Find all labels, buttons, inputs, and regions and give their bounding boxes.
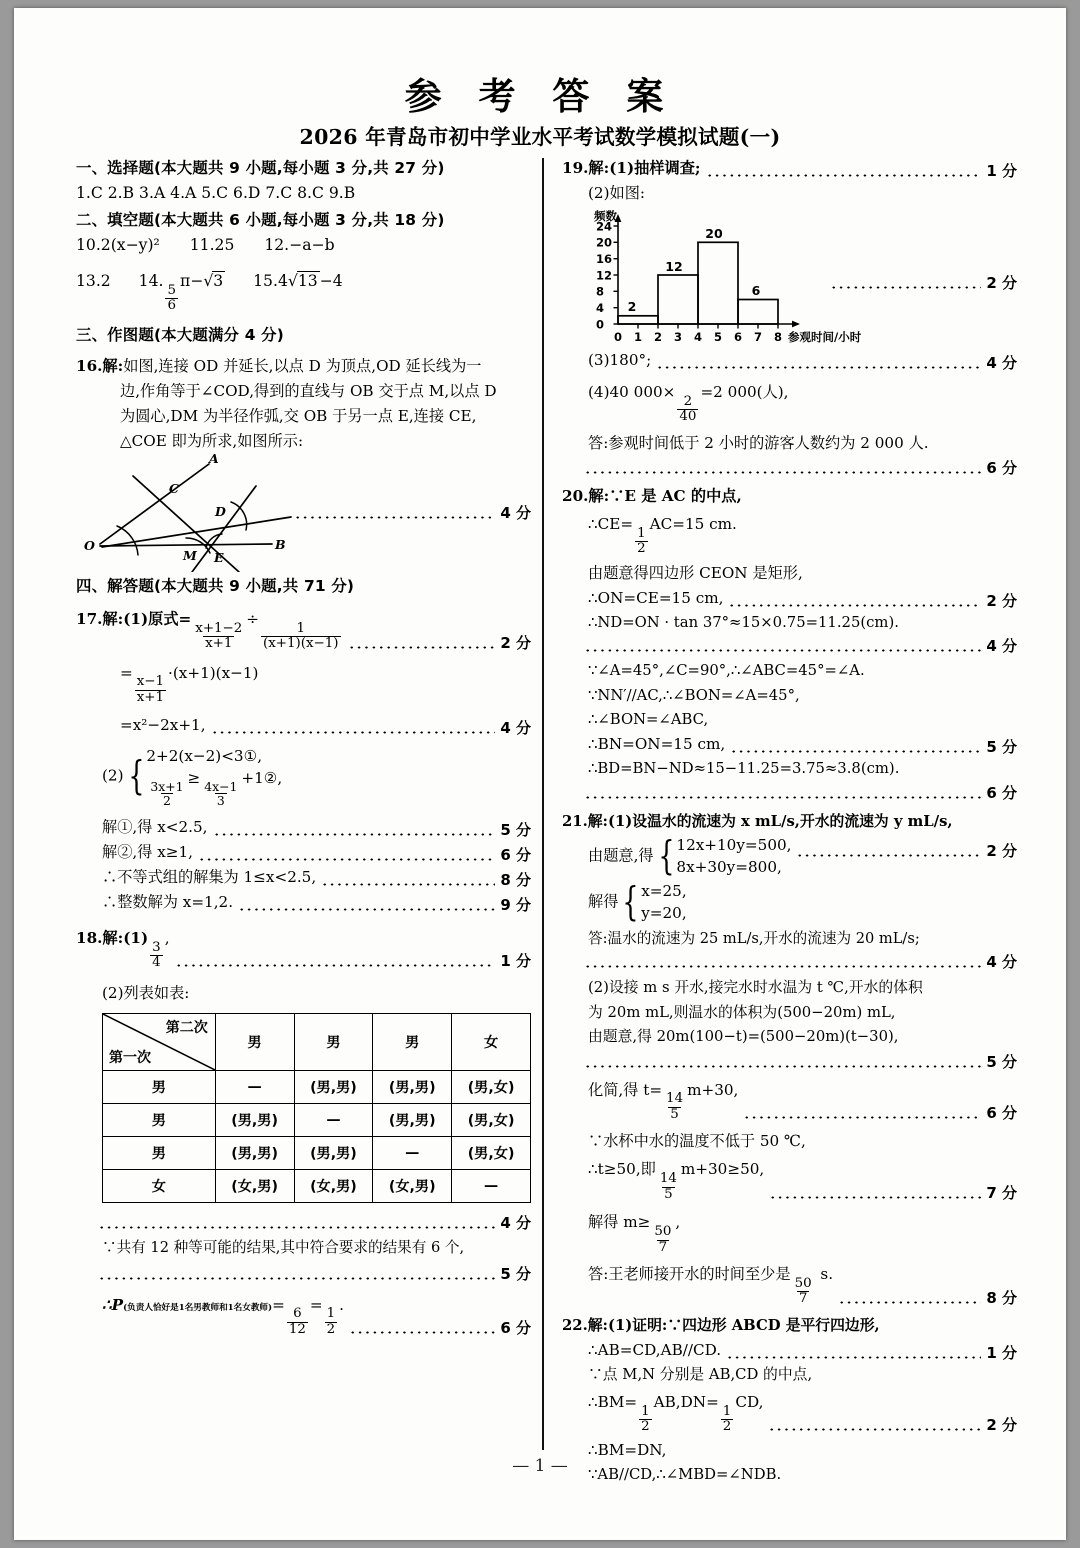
q17-step3: =x²−2x+1,: [120, 716, 206, 735]
fraction-14-5: $\frac{14}{5}$: [666, 1091, 684, 1122]
q21-line5: (2)设接 m s 开水,接完水时水温为 t ℃,开水的体积: [588, 979, 923, 997]
q22-score-2: 2 分: [986, 1416, 1017, 1435]
answer-14-prefix: 14.: [138, 271, 164, 290]
q19-score-2: 2 分: [986, 274, 1017, 293]
cell: —: [294, 1103, 373, 1136]
q19-part3: (3)180°;: [588, 351, 652, 370]
outcome-table: [102, 1013, 531, 1203]
xtick-4: 4: [693, 330, 703, 345]
cell: (女,男): [294, 1169, 373, 1202]
bar-label-12: 12: [665, 259, 683, 275]
q20-score-2: 2 分: [986, 591, 1017, 610]
q19-score-6: 6 分: [986, 458, 1017, 477]
section-heading-solution: 四、解答题(本大题共 9 小题,共 71 分): [76, 577, 355, 596]
q21-score-6: 6 分: [986, 1104, 1017, 1123]
xtick-5: 5: [713, 330, 723, 345]
bar-2-4: [658, 275, 698, 324]
cell: (男,女): [452, 1136, 531, 1169]
ytick-16: 16: [596, 252, 613, 267]
q18-part2-label: (2)列表如表:: [102, 984, 190, 1003]
cell: —: [373, 1136, 452, 1169]
answer-11: 11.25: [189, 236, 235, 255]
cell: (女,男): [373, 1169, 452, 1202]
section-heading-fill: 二、填空题(本大题共 6 小题,每小题 3 分,共 18 分): [76, 210, 445, 229]
q21-score-2: 2 分: [986, 842, 1017, 861]
fraction-1-2: $\frac{1}{2}$: [637, 525, 646, 557]
q17-solve4: ∴整数解为 x=1,2.: [102, 892, 234, 911]
fraction-1-2: $\frac{1}{2}$: [326, 1306, 336, 1337]
label-B: B: [275, 537, 286, 553]
sqrt-3: √3: [203, 271, 224, 290]
ytick-24: 24: [596, 219, 613, 234]
table-corner-cell: [103, 1013, 216, 1070]
q21-answer1: 答:温水的流速为 25 mL/s,开水的流速为 20 mL/s;: [588, 930, 920, 948]
fraction-1-over-x1x1: $\frac{1}{(x+1)(x-1)}$: [263, 620, 339, 652]
q21-line6: 为 20m mL,则温水的体积为(500−20m) mL,: [588, 1003, 896, 1021]
q20-line2: ∴CE= $\frac{1}{2}$ AC=15 cm.: [588, 514, 737, 557]
q19-part4: (4)40 000× $\frac{2}{40}$ =2 000(人),: [588, 383, 789, 425]
answer-12: 12.−a−b: [264, 236, 335, 255]
corner-label-first: 第一次: [109, 1049, 151, 1066]
q19-score-1: 1 分: [986, 162, 1017, 181]
left-column: [76, 156, 531, 1338]
col-header-2: 男: [294, 1013, 373, 1070]
cell: (女,男): [215, 1169, 294, 1202]
label-O: O: [84, 538, 95, 554]
ytick-12: 12: [596, 268, 613, 283]
q17-solve1: 解①,得 x<2.5,: [102, 817, 208, 836]
fraction-50-7: $\frac{50}{7}$: [794, 1275, 812, 1307]
q21-simplify: 化简,得 t= $\frac{14}{5}$ m+30,: [588, 1080, 739, 1122]
q18-probability: ∴P(负责人恰好是1名男教师和1名女教师)= $\frac{6}{12}$ = $\frac{1}{2}$ .: [102, 1295, 344, 1337]
q21-line7: 由题意,得 20m(100−t)=(500−20m)(t−30),: [588, 1028, 899, 1046]
q22-line4: ∴BM= $\frac{1}{2}$ AB,DN= $\frac{1}{2}$ CD,: [588, 1392, 764, 1434]
q16-label: 16.解:: [76, 357, 124, 376]
q17-step2: = $\frac{x-1}{x+1}$ ·(x+1)(x−1): [120, 663, 259, 705]
bar-6-8: [738, 300, 778, 325]
q18-score-4: 4 分: [500, 1213, 531, 1232]
cell: (男,男): [294, 1136, 373, 1169]
cell: —: [215, 1070, 294, 1103]
solution-x: x=25,: [641, 882, 687, 901]
q20-line4: ∴ON=CE=15 cm,: [588, 588, 724, 607]
page-subtitle: 2026 年青岛市初中学业水平考试数学模拟试题(一): [299, 125, 781, 149]
cell: —: [452, 1169, 531, 1202]
q17-solve2: 解②,得 x≥1,: [102, 842, 193, 861]
fill-answers-row2: [76, 267, 531, 314]
q21-score-7: 7 分: [986, 1184, 1017, 1203]
fraction-1-2: $\frac{1}{2}$: [722, 1403, 732, 1434]
y-axis-label: 频数: [594, 209, 617, 224]
fraction-5-6: $\frac{5}{6}$: [167, 283, 177, 314]
q17-score-8: 8 分: [500, 870, 531, 889]
q20-score-5: 5 分: [986, 738, 1017, 757]
row-header: 男: [103, 1070, 216, 1103]
cell: (男,男): [373, 1070, 452, 1103]
q21-solution: 解得 { x=25, y=20,: [588, 879, 687, 925]
cell: (男,男): [294, 1070, 373, 1103]
inequality-2: $\frac{3x+1}{2}$ ≥ $\frac{4x-1}{3}$ +1②,: [150, 768, 283, 809]
q21-line1: 21.解:(1)设温水的流速为 x mL/s,开水的流速为 y mL/s,: [562, 812, 953, 830]
choice-answers: 1.C 2.B 3.A 4.A 5.C 6.D 7.C 8.C 9.B: [76, 184, 356, 203]
label-C: C: [169, 481, 179, 497]
row-header: 男: [103, 1136, 216, 1169]
page-title: 参 考 答 案: [404, 75, 676, 118]
table-header-row: [103, 1013, 531, 1070]
cell: (男,女): [452, 1070, 531, 1103]
solution-system: { x=25, y=20,: [622, 879, 687, 925]
q21-solve-m: 解得 m≥ $\frac{50}{7}$ ,: [588, 1213, 681, 1255]
cell: (男,男): [373, 1103, 452, 1136]
table-row: [103, 1070, 531, 1103]
label-E: E: [214, 550, 224, 566]
inequality-system: { 2+2(x−2)<3①, $\frac{3x+1}{2}$ ≥ $\frac{4x-1}{3}$ +1②,: [127, 747, 283, 809]
q21-system: 由题意,得 { 12x+10y=500, 8x+30y=800,: [588, 833, 792, 879]
q19-part2-label: (2)如图:: [588, 184, 646, 203]
q21-score-5: 5 分: [986, 1052, 1017, 1071]
fraction-50-7: $\frac{50}{7}$: [654, 1224, 672, 1255]
q16-score: 4 分: [500, 504, 531, 523]
xtick-2: 2: [653, 330, 663, 345]
xtick-7: 7: [753, 330, 763, 345]
x-axis-arrow: [792, 321, 800, 328]
q16-line2: 边,作角等于∠COD,得到的直线与 OB 交于点 M,以点 D: [120, 382, 497, 401]
q21-score-8: 8 分: [986, 1288, 1017, 1307]
fraction-14-5: $\frac{14}{5}$: [659, 1171, 677, 1202]
q17-score-9: 9 分: [500, 895, 531, 914]
fraction-3-4: $\frac{3}{4}$: [152, 939, 161, 971]
page-footer: — 1 —: [512, 1456, 568, 1476]
row-header: 男: [103, 1103, 216, 1136]
q21-line9: ∵水杯中水的温度不低于 50 ℃,: [588, 1132, 806, 1151]
bar-label-6: 6: [751, 283, 761, 299]
bar-label-2: 2: [627, 299, 637, 315]
fraction-x1-2-over-x1: $\frac{x+1-2}{x+1}$: [195, 620, 243, 652]
bar-label-20: 20: [705, 226, 723, 242]
q18-score-1: 1 分: [500, 952, 531, 971]
q22-line6: ∵AB//CD,∴∠MBD=∠NDB.: [588, 1466, 782, 1484]
q20-line8: ∴∠BON=∠ABC,: [588, 710, 709, 728]
q16-line3: 为圆心,DM 为半径作弧,交 OB 于另一点 E,连接 CE,: [120, 407, 477, 426]
corner-label-second: 第二次: [165, 1019, 208, 1036]
x-axis-label: 参观时间/小时: [788, 330, 862, 345]
xtick-6: 6: [733, 330, 743, 345]
table-row: [103, 1169, 531, 1202]
col-header-4: 女: [452, 1013, 531, 1070]
fraction-x-1-over-x1: $\frac{x-1}{x+1}$: [136, 674, 165, 705]
q18-part1: 18.解:(1) $\frac{3}{4}$ ,: [76, 928, 170, 971]
fraction-1-2: $\frac{1}{2}$: [641, 1403, 650, 1434]
q20-line9: ∴BN=ON=15 cm,: [588, 735, 726, 754]
q17-solve3: ∴不等式组的解集为 1≤x<2.5,: [102, 867, 317, 886]
solution-y: y=20,: [641, 903, 687, 922]
q19-figure: [562, 206, 1017, 346]
row-header: 女: [103, 1169, 216, 1202]
q20-line1: 20.解:∵E 是 AC 的中点,: [562, 486, 742, 505]
q18-score-6: 6 分: [500, 1319, 531, 1338]
ytick-20: 20: [596, 235, 613, 250]
q19-score-4: 4 分: [986, 354, 1017, 373]
equation-2: 8x+30y=800,: [676, 857, 782, 876]
answer-15-tail: −4: [319, 271, 343, 290]
col-header-3: 男: [373, 1013, 452, 1070]
right-column: [562, 156, 1017, 1488]
probability-subscript: (负责人恰好是1名男教师和1名女教师): [123, 1302, 273, 1313]
answer-13: 13.2: [76, 271, 111, 290]
q17-score-6: 6 分: [500, 845, 531, 864]
xtick-0: 0: [613, 330, 623, 345]
q20-line5: ∴ND=ON · tan 37°≈15×0.75=11.25(cm).: [588, 613, 899, 631]
q16-figure: [76, 454, 531, 572]
q20-score-6: 6 分: [986, 783, 1017, 802]
q17-score-2: 2 分: [500, 633, 531, 652]
table-row: [103, 1103, 531, 1136]
q17-score-5: 5 分: [500, 820, 531, 839]
q22-line2: ∴AB=CD,AB//CD.: [588, 1341, 722, 1360]
cell: (男,男): [215, 1136, 294, 1169]
answer-10: 10.2(x−y)²: [76, 236, 160, 255]
q21-score-4: 4 分: [986, 953, 1017, 972]
equation-system: { 12x+10y=500, 8x+30y=800,: [657, 833, 792, 879]
xtick-8: 8: [773, 330, 783, 345]
xtick-3: 3: [673, 330, 683, 345]
bar-4-6: [698, 242, 738, 324]
equation-1: 12x+10y=500,: [676, 836, 792, 855]
q20-line6: ∵∠A=45°,∠C=90°,∴∠ABC=45°=∠A.: [588, 662, 865, 680]
bar-0-2: [618, 316, 658, 324]
fraction-2-40: $\frac{2}{40}$: [679, 393, 697, 425]
section-heading-choice: 一、选择题(本大题共 9 小题,每小题 3 分,共 27 分): [76, 159, 445, 177]
q16-line1: 16.解:如图,连接 OD 并延长,以点 D 为顶点,OD 延长线为一: [76, 357, 482, 376]
table-row: [103, 1136, 531, 1169]
section-heading-construction: 三、作图题(本大题满分 4 分): [76, 325, 284, 344]
q18-reason: ∵共有 12 种等可能的结果,其中符合要求的结果有 6 个,: [102, 1238, 465, 1256]
ytick-0: 0: [595, 317, 605, 332]
fraction-6-12: $\frac{6}{12}$: [288, 1306, 306, 1337]
q19-part1: 19.解:(1)抽样调查;: [562, 159, 701, 177]
q17-part1: 17.解:(1)原式= $\frac{x+1-2}{x+1}$ ÷ $\frac{1}{(x+1)(x-1)}$: [76, 609, 339, 652]
xtick-1: 1: [633, 330, 643, 345]
q17-part2-system: (2) { 2+2(x−2)<3①, $\frac{3x+1}{2}$ ≥ $\frac{4x-1}{3}$ +1②,: [102, 747, 283, 809]
fill-answers-row1: [76, 233, 531, 258]
q20-line10: ∴BD=BN−ND≈15−11.25=3.75≈3.8(cm).: [588, 760, 900, 778]
answer-sheet-page: [14, 8, 1066, 1540]
q18-score-5: 5 分: [500, 1264, 531, 1283]
q21-inequality: ∴t≥50,即 $\frac{14}{5}$ m+30≥50,: [588, 1160, 765, 1202]
answer-15-prefix: 15.4: [253, 271, 288, 290]
column-divider: [542, 158, 544, 1450]
cell: (男,男): [215, 1103, 294, 1136]
q17-score-4: 4 分: [500, 719, 531, 738]
q22-line1: 22.解:(1)证明:∵四边形 ABCD 是平行四边形,: [562, 1316, 880, 1334]
cell: (男,女): [452, 1103, 531, 1136]
q20-line3: 由题意得四边形 CEON 是矩形,: [588, 563, 803, 582]
q20-score-4: 4 分: [986, 637, 1017, 656]
inequality-1: 2+2(x−2)<3①,: [146, 747, 263, 766]
answer-14-mid: π−: [180, 271, 204, 290]
q22-score-1: 1 分: [986, 1344, 1017, 1363]
q19-answer: 答:参观时间低于 2 小时的游客人数约为 2 000 人.: [588, 433, 929, 452]
sqrt-13: √13: [287, 271, 318, 290]
q20-line7: ∵NN′//AC,∴∠BON=∠A=45°,: [588, 686, 800, 704]
q21-answer2: 答:王老师接开水的时间至少是 $\frac{50}{7}$ s.: [588, 1265, 834, 1307]
col-header-1: 男: [215, 1013, 294, 1070]
label-M: M: [183, 548, 197, 564]
label-D: D: [215, 504, 226, 520]
ytick-8: 8: [595, 284, 605, 299]
q22-line5: ∴BM=DN,: [588, 1441, 667, 1460]
q22-line3: ∵点 M,N 分别是 AB,CD 的中点,: [588, 1366, 813, 1384]
ytick-4: 4: [595, 301, 605, 316]
label-A: A: [209, 454, 219, 467]
q16-line4: △COE 即为所求,如图所示:: [120, 432, 304, 451]
